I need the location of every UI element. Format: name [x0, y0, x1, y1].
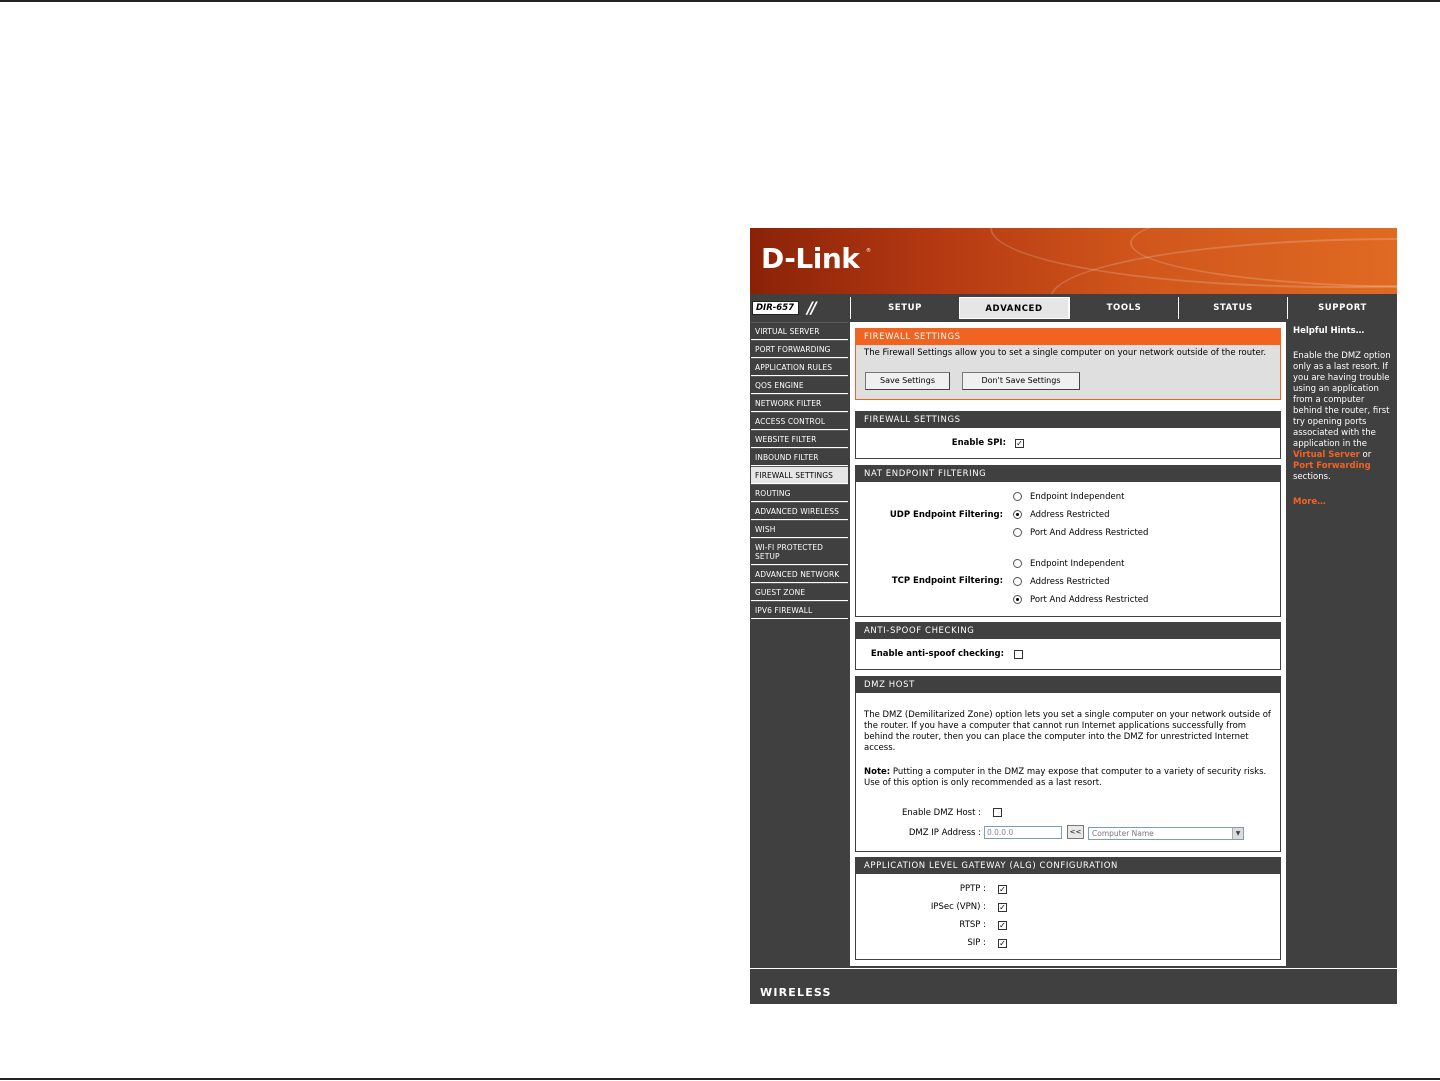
page-bottom-rule: [0, 1078, 1440, 1080]
firewall-settings-title: FIREWALL SETTINGS: [856, 412, 1280, 428]
tcp-endpoint-filtering-label: TCP Endpoint Filtering:: [891, 576, 1003, 586]
intro-text: The Firewall Settings allow you to set a single computer on your network outside of the router.: [864, 348, 1267, 358]
footer-bar: [750, 968, 1397, 1004]
page-top-rule: [0, 0, 1440, 2]
dmz-note: [864, 767, 1276, 789]
chevron-down-icon: ▼: [1232, 828, 1243, 839]
menu-item-routing[interactable]: ROUTING: [751, 484, 848, 502]
enable-dmz-host-label: Enable DMZ Host :: [902, 808, 981, 818]
left-menu: [751, 322, 849, 619]
menu-item-wifi-protected-setup[interactable]: WI-FI PROTECTED SETUP: [751, 538, 848, 565]
tcp-endpoint-independent-label: Endpoint Independent: [1030, 559, 1125, 569]
enable-dmz-host-checkbox[interactable]: [993, 808, 1002, 817]
port-forwarding-link[interactable]: Port Forwarding: [1293, 461, 1371, 471]
menu-item-firewall-settings[interactable]: FIREWALL SETTINGS: [751, 466, 848, 484]
model-badge: [751, 298, 848, 318]
alg-sip-label: SIP :: [967, 938, 986, 948]
alg-configuration-title: APPLICATION LEVEL GATEWAY (ALG) CONFIGURATION: [856, 858, 1280, 874]
udp-endpoint-independent-label: Endpoint Independent: [1030, 492, 1125, 502]
tab-support[interactable]: SUPPORT: [1287, 297, 1397, 319]
menu-item-inbound-filter[interactable]: INBOUND FILTER: [751, 448, 848, 466]
hints-text-after: sections.: [1293, 472, 1331, 482]
alg-rtsp-label: RTSP :: [959, 920, 986, 930]
helpful-hints-text: [1293, 351, 1391, 483]
udp-endpoint-filtering-label: UDP Endpoint Filtering:: [889, 510, 1003, 520]
menu-item-virtual-server[interactable]: VIRTUAL SERVER: [751, 322, 848, 340]
dmz-description: The DMZ (Demilitarized Zone) option lets you set a single computer on your network outside of the router. If you have a computer that cannot run Internet applications successfully from behind the router, then you can place the computer into the DMZ for unrestricted Internet access.: [864, 710, 1271, 753]
intro-panel: [855, 328, 1281, 400]
router-admin-window: [750, 228, 1397, 1004]
dmz-note-text: Putting a computer in the DMZ may expose that computer to a variety of security risks. Use of this option is only recommended as a last resort.: [864, 767, 1267, 788]
computer-name-select[interactable]: [1088, 827, 1244, 840]
tcp-address-restricted-label: Address Restricted: [1030, 577, 1110, 587]
hints-text-before: Enable the DMZ option only as a last resort. If you are having trouble using an application from a computer behind the router, first try opening ports associated with the application in the: [1293, 351, 1391, 449]
menu-item-website-filter[interactable]: WEBSITE FILTER: [751, 430, 848, 448]
hints-or: or: [1362, 450, 1372, 460]
nat-endpoint-filtering-panel: [855, 465, 1281, 617]
alg-rtsp-checkbox[interactable]: ✓: [999, 921, 1006, 930]
anti-spoof-checkbox[interactable]: [1014, 650, 1023, 659]
menu-item-port-forwarding[interactable]: PORT FORWARDING: [751, 340, 848, 358]
menu-item-guest-zone[interactable]: GUEST ZONE: [751, 583, 848, 601]
tab-advanced[interactable]: ADVANCED: [959, 297, 1069, 319]
tcp-port-and-address-restricted-label: Port And Address Restricted: [1030, 595, 1149, 605]
dont-save-settings-button[interactable]: Don't Save Settings: [962, 372, 1080, 390]
dmz-note-label: Note:: [864, 767, 891, 777]
tcp-endpoint-independent-radio[interactable]: [1013, 559, 1022, 568]
udp-port-and-address-restricted-radio[interactable]: [1013, 528, 1022, 537]
dmz-host-title: DMZ HOST: [856, 677, 1280, 693]
helpful-hints-title: Helpful Hints…: [1293, 326, 1365, 336]
virtual-server-link[interactable]: Virtual Server: [1293, 450, 1360, 460]
logo-trademark: ®: [866, 248, 871, 254]
anti-spoof-checking-label: Enable anti-spoof checking:: [870, 649, 1004, 659]
menu-item-network-filter[interactable]: NETWORK FILTER: [751, 394, 848, 412]
enable-spi-label: Enable SPI:: [951, 438, 1006, 448]
menu-item-advanced-network[interactable]: ADVANCED NETWORK: [751, 565, 848, 583]
menu-item-application-rules[interactable]: APPLICATION RULES: [751, 358, 848, 376]
udp-address-restricted-label: Address Restricted: [1030, 510, 1110, 520]
intro-title: FIREWALL SETTINGS: [856, 329, 1280, 345]
copy-computer-ip-button[interactable]: <<: [1067, 825, 1084, 839]
alg-configuration-panel: [855, 857, 1281, 960]
enable-spi-checkbox[interactable]: ✓: [1016, 439, 1023, 448]
top-nav: [750, 296, 1397, 320]
main-content: [850, 322, 1286, 966]
udp-endpoint-independent-radio[interactable]: [1013, 492, 1022, 501]
udp-port-and-address-restricted-label: Port And Address Restricted: [1030, 528, 1149, 538]
alg-sip-checkbox[interactable]: ✓: [999, 939, 1006, 948]
tab-setup[interactable]: SETUP: [850, 297, 959, 319]
anti-spoof-checking-title: ANTI-SPOOF CHECKING: [856, 623, 1280, 639]
dmz-ip-address-input[interactable]: 0.0.0.0: [984, 826, 1062, 839]
tab-status[interactable]: STATUS: [1178, 297, 1287, 319]
alg-ipsec-label: IPSec (VPN) :: [930, 902, 986, 912]
tcp-address-restricted-radio[interactable]: [1013, 577, 1022, 586]
footer-wireless-label: WIRELESS: [760, 986, 832, 999]
alg-ipsec-checkbox[interactable]: ✓: [999, 903, 1006, 912]
dlink-logo: D-Link: [761, 242, 860, 275]
alg-pptp-label: PPTP :: [959, 884, 986, 894]
model-label: DIR-657: [752, 301, 799, 315]
more-hints-link[interactable]: More…: [1293, 497, 1326, 507]
helpful-hints-panel: [1288, 322, 1396, 512]
firewall-settings-panel: [855, 411, 1281, 459]
alg-pptp-checkbox[interactable]: ✓: [999, 885, 1006, 894]
menu-item-qos-engine[interactable]: QOS ENGINE: [751, 376, 848, 394]
header-banner: [750, 228, 1397, 294]
menu-item-ipv6-firewall[interactable]: IPV6 FIREWALL: [751, 601, 848, 619]
model-slash-decoration: //: [807, 298, 815, 317]
tab-tools[interactable]: TOOLS: [1069, 297, 1178, 319]
menu-item-wish[interactable]: WISH: [751, 520, 848, 538]
dmz-ip-address-label: DMZ IP Address :: [908, 828, 981, 838]
udp-address-restricted-radio[interactable]: [1013, 510, 1022, 519]
anti-spoof-checking-panel: [855, 622, 1281, 670]
dmz-host-panel: [855, 676, 1281, 852]
save-settings-button[interactable]: Save Settings: [865, 372, 950, 390]
menu-item-access-control[interactable]: ACCESS CONTROL: [751, 412, 848, 430]
nat-endpoint-filtering-title: NAT ENDPOINT FILTERING: [856, 466, 1280, 482]
menu-item-advanced-wireless[interactable]: ADVANCED WIRELESS: [751, 502, 848, 520]
tcp-port-and-address-restricted-radio[interactable]: [1013, 595, 1022, 604]
computer-name-select-value: Computer Name: [1092, 829, 1154, 838]
